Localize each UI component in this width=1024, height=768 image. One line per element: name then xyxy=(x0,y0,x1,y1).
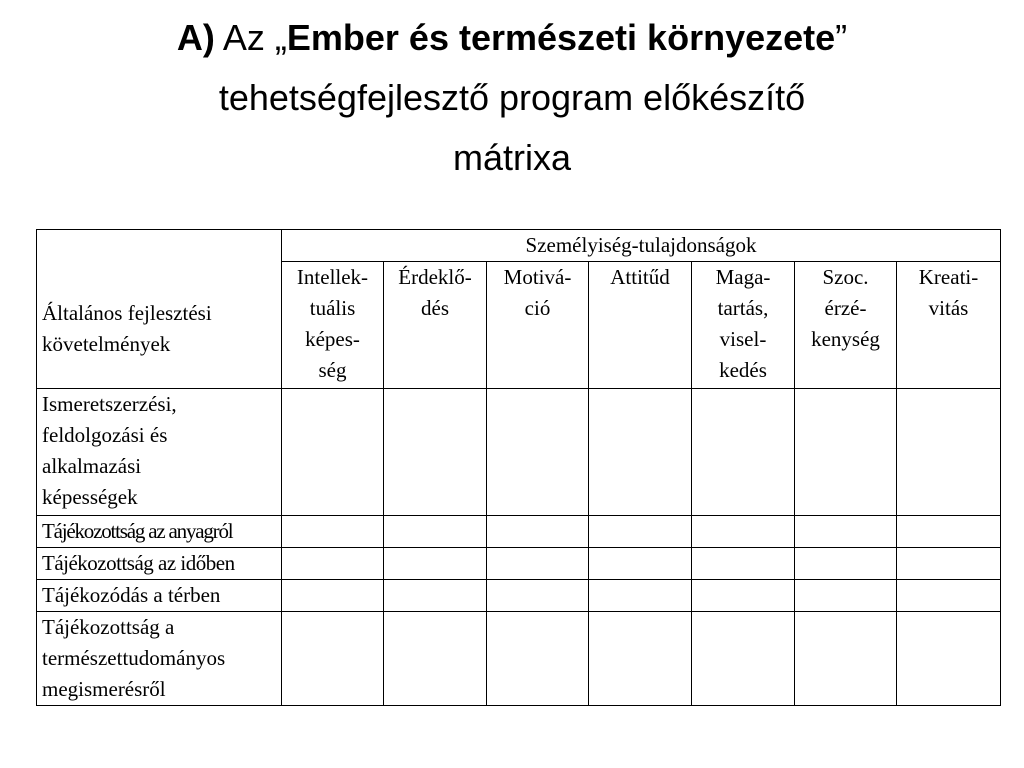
row-label-knowledge-skills xyxy=(37,389,282,516)
matrix-cell xyxy=(384,612,487,706)
table-row xyxy=(37,516,1001,548)
matrix-cell xyxy=(692,580,795,612)
column-header-line: érzé- xyxy=(824,296,867,320)
row-label-material xyxy=(37,516,282,548)
matrix-cell xyxy=(897,548,1001,580)
title-close-quote: ” xyxy=(835,17,848,58)
slide-title xyxy=(0,8,1024,188)
column-header-line: Motivá- xyxy=(503,265,572,289)
matrix-cell xyxy=(487,548,589,580)
development-matrix-table xyxy=(36,229,1001,706)
column-header-motivation xyxy=(487,262,589,389)
table-row xyxy=(37,548,1001,580)
matrix-cell xyxy=(282,389,384,516)
column-header-social-sensitivity xyxy=(795,262,897,389)
matrix-cell xyxy=(487,516,589,548)
row-label-line: Tájékozottság az időben xyxy=(42,551,235,575)
row-label-line: feldolgozási és xyxy=(42,423,168,447)
column-header-line: Maga- xyxy=(715,265,771,289)
matrix-cell xyxy=(589,389,692,516)
row-label-line: képességek xyxy=(42,485,138,509)
matrix-cell xyxy=(692,516,795,548)
column-header-line: dés xyxy=(421,296,449,320)
row-label-line: alkalmazási xyxy=(42,454,142,478)
matrix-cell xyxy=(282,612,384,706)
matrix-cell xyxy=(282,580,384,612)
matrix-cell xyxy=(589,516,692,548)
column-header-interest xyxy=(384,262,487,389)
column-header-line: Érdeklő- xyxy=(398,265,472,289)
title-line-3: mátrixa xyxy=(452,137,572,178)
column-header-line: tuális xyxy=(309,296,356,320)
matrix-cell xyxy=(487,580,589,612)
matrix-cell xyxy=(795,612,897,706)
matrix-cell xyxy=(282,516,384,548)
matrix-cell xyxy=(692,389,795,516)
row-label-space xyxy=(37,580,282,612)
matrix-cell xyxy=(795,389,897,516)
title-line-2: tehetségfejlesztő program előkészítő xyxy=(218,77,806,118)
column-header-line: Attitűd xyxy=(610,265,670,289)
title-prefix: A) xyxy=(176,17,215,58)
matrix-cell xyxy=(384,516,487,548)
matrix-cell xyxy=(589,612,692,706)
column-header-line: kedés xyxy=(719,358,767,382)
row-label-line: természettudományos xyxy=(42,646,226,670)
row-label-line: Tájékozottság a xyxy=(42,615,175,639)
table-row xyxy=(37,580,1001,612)
matrix-cell xyxy=(282,548,384,580)
row-label-science xyxy=(37,612,282,706)
column-header-intellectual xyxy=(282,262,384,389)
matrix-cell xyxy=(487,612,589,706)
column-header-line: kenység xyxy=(811,327,880,351)
header-row-group xyxy=(37,230,1001,262)
column-header-line: ség xyxy=(318,358,347,382)
column-header-creativity xyxy=(897,262,1001,389)
group-header-label: Személyiség-tulajdonságok xyxy=(525,233,757,257)
title-emphasis: Ember és természeti környezete xyxy=(286,17,836,58)
matrix-cell xyxy=(487,389,589,516)
title-az: Az „ xyxy=(214,17,287,58)
column-header-line: ció xyxy=(524,296,551,320)
row-label-line: Tájékozódás a térben xyxy=(42,583,221,607)
column-header-line: Intellek- xyxy=(296,265,369,289)
column-header-behavior xyxy=(692,262,795,389)
matrix-cell xyxy=(589,548,692,580)
column-header-line: vitás xyxy=(928,296,969,320)
row-label-line: Tájékozottság az anyagról xyxy=(42,519,233,543)
row-label-time xyxy=(37,548,282,580)
column-header-line: képes- xyxy=(305,327,360,351)
matrix-cell xyxy=(897,516,1001,548)
column-header-line: Szoc. xyxy=(822,265,869,289)
matrix-cell xyxy=(692,612,795,706)
matrix-cell xyxy=(589,580,692,612)
matrix-cell xyxy=(384,389,487,516)
matrix-cell xyxy=(384,580,487,612)
matrix-cell xyxy=(384,548,487,580)
matrix-cell xyxy=(795,548,897,580)
column-header-attitude xyxy=(589,262,692,389)
matrix-cell xyxy=(795,580,897,612)
column-header-line: tartás, xyxy=(717,296,769,320)
corner-label: Általános fejlesztési követelmények xyxy=(42,301,212,356)
column-header-line: visel- xyxy=(719,327,767,351)
row-label-line: megismerésről xyxy=(42,677,166,701)
group-header-cell xyxy=(282,230,1001,262)
matrix-cell xyxy=(897,389,1001,516)
table-row xyxy=(37,612,1001,706)
matrix-cell xyxy=(897,612,1001,706)
matrix-cell xyxy=(795,516,897,548)
matrix-cell xyxy=(692,548,795,580)
matrix-cell xyxy=(897,580,1001,612)
column-header-line: Kreati- xyxy=(918,265,979,289)
row-label-line: Ismeretszerzési, xyxy=(42,392,177,416)
corner-header-cell xyxy=(37,230,282,389)
table-row xyxy=(37,389,1001,516)
